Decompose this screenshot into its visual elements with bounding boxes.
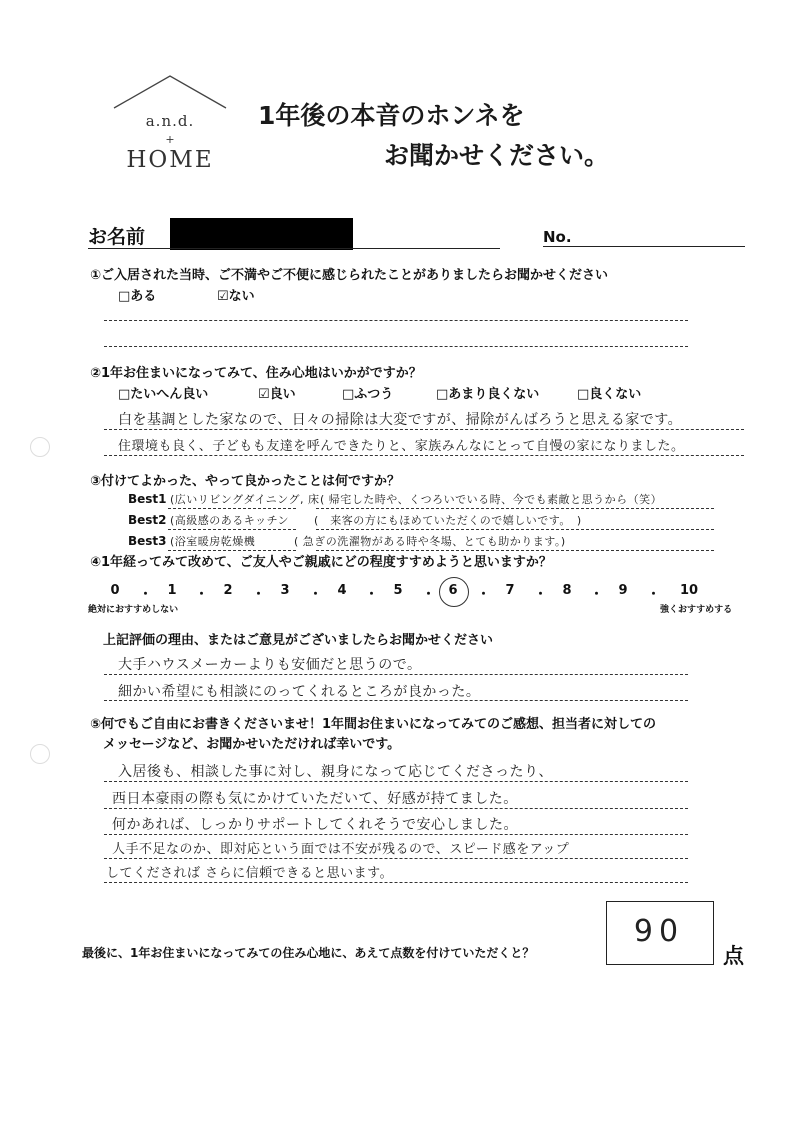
scale-separator: ・: [647, 587, 661, 602]
scale-separator: ・: [422, 587, 436, 602]
punch-hole: [30, 437, 50, 457]
answer-line: [104, 781, 688, 782]
scale-10[interactable]: 10: [679, 583, 699, 598]
q5-answer-line1: 入居後も、相談した事に対し、親身になって応じてくださったり、: [118, 764, 553, 780]
scale-separator: ・: [195, 587, 209, 602]
house-roof-icon: [112, 74, 228, 110]
logo-text-home: HOME: [126, 147, 214, 173]
answer-line: [104, 429, 744, 430]
answer-line: [104, 834, 688, 835]
page-title-line2: お聞かせください。: [384, 141, 610, 170]
answer-line: [104, 882, 688, 883]
scale-separator: ・: [534, 587, 548, 602]
scale-8[interactable]: 8: [562, 583, 572, 598]
scale-separator: ・: [590, 587, 604, 602]
q5-answer-line3: 何かあれば、しっかりサポートしてくれそうで安心しました。: [112, 817, 518, 833]
scale-6[interactable]: 6: [448, 583, 458, 598]
scale-min-label: 絶対におすすめしない: [88, 605, 179, 615]
scale-0[interactable]: 0: [110, 583, 120, 598]
answer-line: [104, 700, 688, 701]
best2-item: (高級感のあるキッチン: [170, 514, 290, 527]
scale-9[interactable]: 9: [618, 583, 628, 598]
q2-option-not-so-good[interactable]: □あまり良くない: [436, 387, 540, 402]
q5-answer-line4: 人手不足なのか、即対応という面では不安が残るので、スピード感をアップ: [112, 842, 570, 857]
scale-separator: ・: [252, 587, 266, 602]
punch-hole: [30, 744, 50, 764]
answer-line: [168, 508, 296, 509]
scale-separator: ・: [309, 587, 323, 602]
answer-line: [316, 508, 714, 509]
q1-option-no[interactable]: ☑ない: [217, 289, 255, 304]
q5-answer-line5: してくだされば さらに信頼できると思います。: [106, 866, 394, 881]
best1-item: (広いリビングダイニング, 床: [170, 493, 320, 506]
number-label: No.: [543, 228, 572, 246]
question-1: ①ご入居された当時、ご不満やご不便に感じられたことがありましたらお聞かせください: [90, 268, 609, 283]
q2-option-bad[interactable]: □良くない: [577, 387, 642, 402]
scale-2[interactable]: 2: [223, 583, 233, 598]
scale-separator: ・: [477, 587, 491, 602]
scale-7[interactable]: 7: [505, 583, 515, 598]
answer-line: [104, 858, 688, 859]
answer-line: [104, 320, 688, 321]
best3-reason: ( 急ぎの洗濯物がある時や冬場、とても助かります。): [294, 535, 566, 548]
answer-line: [104, 674, 688, 675]
name-redaction: [170, 218, 353, 250]
scale-3[interactable]: 3: [280, 583, 290, 598]
best1-label: Best1: [128, 492, 167, 506]
q2-answer-line1: 白を基調とした家なので、日々の掃除は大変ですが、掃除がんばろうと思える家です。: [118, 412, 683, 428]
score-value: 90: [633, 914, 685, 949]
logo-plus: +: [165, 133, 175, 146]
q5-answer-line2: 西日本豪雨の際も気にかけていただいて、好感が持てました。: [112, 791, 518, 807]
best1-reason: ( 帰宅した時や、くつろいでいる時、今でも素敵と思うから（笑）: [320, 493, 663, 506]
logo-text-and: a.n.d.: [145, 112, 195, 130]
answer-line: [168, 529, 296, 530]
q2-option-normal[interactable]: □ふつう: [342, 387, 394, 402]
name-label: お名前: [88, 226, 146, 248]
scale-4[interactable]: 4: [337, 583, 347, 598]
number-underline: [543, 246, 745, 247]
reason-answer-line2: 細かい希望にも相談にのってくれるところが良かった。: [118, 684, 481, 700]
best3-item: (浴室暖房乾燥機: [170, 535, 256, 548]
question-5-line2: メッセージなど、お聞かせいただければ幸いです。: [103, 737, 401, 752]
final-question: 最後に、1年お住まいになってみての住み心地に、あえて点数を付けていただくと？: [82, 946, 535, 960]
question-3: ③付けてよかった、やって良かったことは何ですか？: [90, 474, 401, 489]
question-5-line1: ⑤何でもご自由にお書きくださいませ！1年間お住まいになってみてのご感想、担当者に対しての: [90, 717, 657, 732]
scale-5[interactable]: 5: [393, 583, 403, 598]
question-4: ④1年経ってみて改めて、ご友人やご親戚にどの程度すすめようと思いますか？: [90, 555, 552, 570]
q1-option-yes[interactable]: □ある: [118, 289, 157, 304]
q2-answer-line2: 住環境も良く、子どもも友達を呼んできたりと、家族みんなにとって自慢の家になりました。: [118, 439, 685, 454]
answer-line: [104, 808, 688, 809]
scale-max-label: 強くおすすめする: [660, 605, 733, 615]
q2-option-good[interactable]: ☑良い: [258, 387, 296, 402]
reason-answer-line1: 大手ハウスメーカーよりも安価だと思うので。: [118, 657, 422, 673]
scale-1[interactable]: 1: [167, 583, 177, 598]
page-title-line1: 1年後の本音のホンネを: [258, 101, 525, 130]
best2-label: Best2: [128, 513, 167, 527]
score-unit: 点: [723, 944, 744, 968]
answer-line: [104, 455, 744, 456]
question-2: ②1年お住まいになってみて、住み心地はいかがですか？: [90, 366, 422, 381]
q2-option-very-good[interactable]: □たいへん良い: [118, 387, 209, 402]
answer-line: [104, 346, 688, 347]
scale-separator: ・: [365, 587, 379, 602]
reason-question: 上記評価の理由、またはご意見がございましたらお聞かせください: [103, 633, 494, 648]
answer-line: [316, 529, 714, 530]
scale-separator: ・: [139, 587, 153, 602]
name-underline: [88, 248, 500, 249]
best2-reason: ( 来客の方にもほめていただくので嬉しいです。 ): [314, 514, 582, 527]
best3-label: Best3: [128, 534, 167, 548]
